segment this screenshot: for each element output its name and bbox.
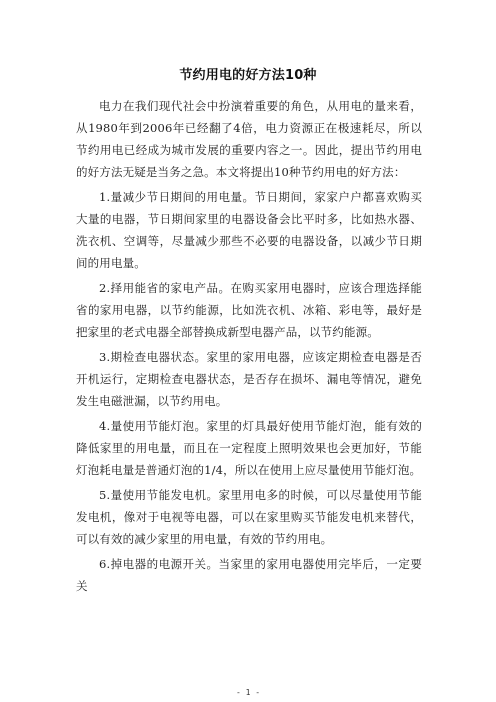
- intro-paragraph: 电力在我们现代社会中扮演着重要的角色，从用电的量来看，从1980年到2006年已经翻了4倍，电力资源正在极速耗尽，所以节约用电已经成为城市发展的重要内容之一。因此，提出节约用电的好方法无疑是当务之急。本文将提出10种节约用电的好方法：: [76, 99, 422, 179]
- document-body: [76, 95, 422, 597]
- tip-paragraph-4: 4.量使用节能灯泡。家里的灯具最好使用节能灯泡，能有效的降低家里的用电量，而且在一定程度上照明效果也会更加好，节能灯泡耗电量是普通灯泡的1/4，所以在使用上应尽量使用节能灯泡。: [76, 419, 422, 477]
- document-title: 节约用电的好方法10种: [179, 68, 317, 83]
- tip-paragraph-2: 2.择用能省的家电产品。在购买家用电器时，应该合理选择能省的家用电器，以节约能源，比如洗衣机、冰箱、彩电等，最好是把家里的老式电器全部替换成新型电器产品，以节约能源。: [76, 281, 422, 339]
- page-number: - 1 -: [235, 688, 261, 697]
- tip-paragraph-1: 1.量减少节日期间的用电量。节日期间，家家户户都喜欢购买大量的电器，节日期间家里的电器设备会比平时多，比如热水器、洗衣机、空调等，尽量减少那些不必要的电器设备，以减少节日期间的用电量。: [76, 190, 422, 270]
- tip-paragraph-6: 6.掉电器的电源开关。当家里的家用电器使用完毕后，一定要关: [76, 557, 422, 593]
- tip-paragraph-5: 5.量使用节能发电机。家里用电多的时候，可以尽量使用节能发电机，像对于电视等电器，可以在家里购买节能发电机来替代，可以有效的减少家里的用电量，有效的节约用电。: [76, 488, 422, 546]
- tip-paragraph-3: 3.期检查电器状态。家里的家用电器，应该定期检查电器是否开机运行，定期检查电器状态，是否存在损坏、漏电等情况，避免发生电磁泄漏，以节约用电。: [76, 350, 422, 408]
